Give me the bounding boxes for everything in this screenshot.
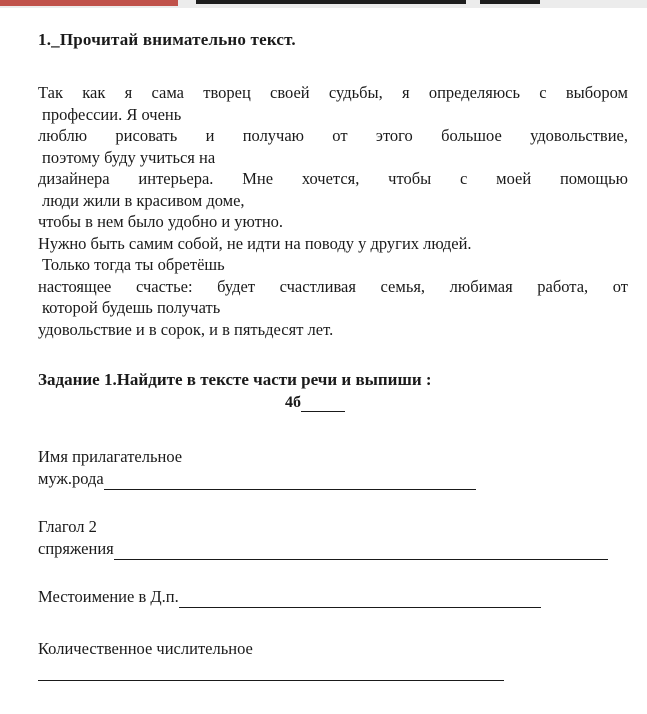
- adjective-answer-blank[interactable]: [104, 475, 476, 490]
- verb-label-line1: Глагол 2: [38, 517, 97, 536]
- adjective-field: [38, 446, 628, 490]
- text-line: настоящее счастье: будет счастливая семья, любимая работа, от: [38, 276, 628, 296]
- exercise-heading: 1._Прочитай внимательно текст.: [38, 30, 296, 49]
- numeral-answer-blank[interactable]: [38, 666, 504, 681]
- reading-text: [38, 82, 628, 340]
- text-line: профессии. Я очень: [42, 104, 182, 124]
- top-edge-red-segment: [0, 0, 178, 6]
- text-line: Нужно быть самим собой, не идти на поводу у других людей.: [38, 233, 472, 253]
- score-value: 4б: [285, 394, 301, 411]
- verb-field: [38, 516, 628, 560]
- text-line: Только тогда ты обретёшь: [42, 255, 225, 274]
- score-line: [285, 394, 628, 412]
- text-line: люблю рисовать и получаю от этого большое удовольствие,: [38, 126, 628, 145]
- text-line: дизайнера интерьера. Мне хочется, чтобы с моей помощью: [38, 169, 628, 188]
- text-line: которой будешь получать: [42, 298, 221, 317]
- pronoun-label: Местоимение в Д.п.: [38, 587, 179, 606]
- text-line: поэтому буду учиться на: [42, 147, 216, 167]
- top-edge-dark-segment: [196, 0, 466, 4]
- pronoun-field: [38, 586, 628, 608]
- numeral-field: [38, 638, 628, 681]
- adjective-label-line2: муж.рода: [38, 469, 104, 488]
- score-blank[interactable]: [301, 397, 345, 412]
- text-line: чтобы в нем было удобно и уютно.: [38, 212, 284, 231]
- worksheet: [38, 30, 628, 681]
- text-line: Так как я сама творец своей судьбы, я определяюсь с выбором: [38, 83, 628, 102]
- text-line: люди жили в красивом доме,: [42, 190, 245, 210]
- verb-label-line2: спряжения: [38, 539, 114, 558]
- top-edge-bar: [0, 0, 647, 8]
- numeral-label: Количественное числительное: [38, 639, 253, 658]
- text-line: удовольствие и в сорок, и в пятьдесят лет.: [38, 319, 334, 339]
- verb-answer-blank[interactable]: [114, 545, 608, 560]
- adjective-label-line1: Имя прилагательное: [38, 447, 183, 466]
- task-title: Задание 1.Найдите в тексте части речи и выпиши :: [38, 370, 432, 389]
- pronoun-answer-blank[interactable]: [179, 593, 541, 608]
- top-edge-dark-segment-2: [480, 0, 540, 4]
